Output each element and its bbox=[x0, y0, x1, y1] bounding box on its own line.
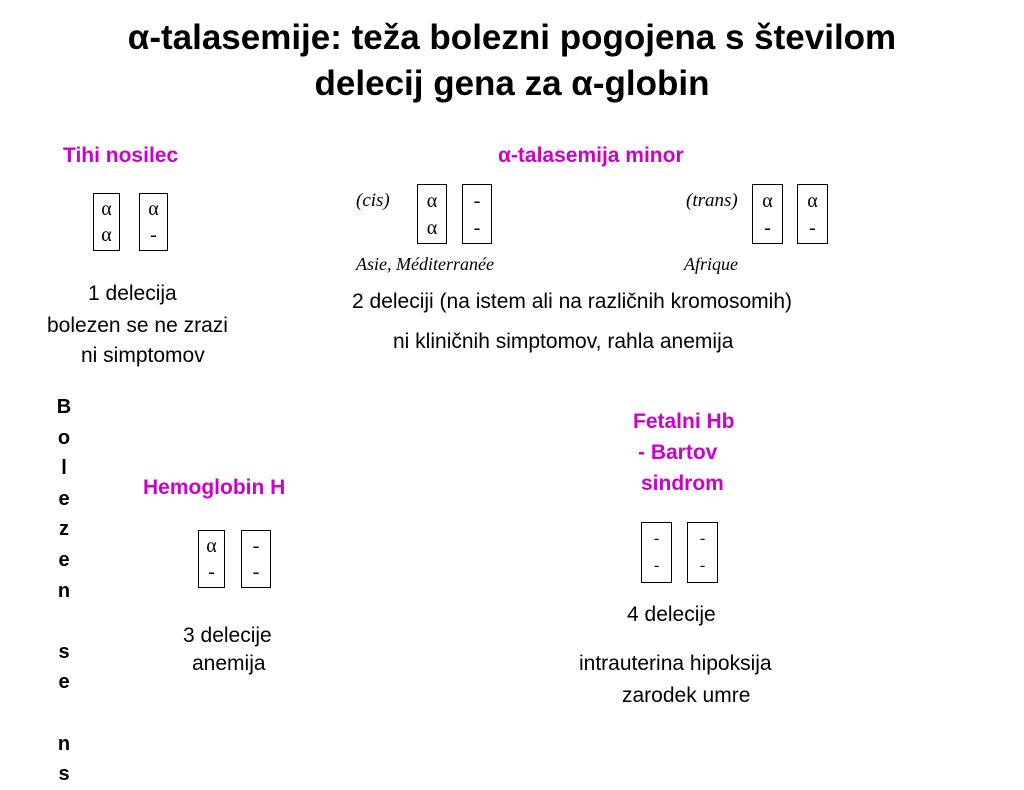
side-letter: n bbox=[57, 579, 71, 602]
side-letter: e bbox=[58, 671, 70, 694]
bart-heading-line-1: Fetalni Hb bbox=[633, 410, 735, 433]
bart-gene-box-1 bbox=[641, 522, 672, 583]
gene-symbol: - bbox=[252, 561, 260, 583]
side-letter: s bbox=[58, 763, 70, 786]
hbh-gene-box-1 bbox=[198, 530, 225, 588]
side-letter: e bbox=[58, 548, 70, 571]
gene-symbol: - bbox=[699, 557, 706, 575]
gene-symbol: - bbox=[809, 216, 816, 239]
cis-gene-box-1 bbox=[417, 184, 447, 244]
hbh-deletions: 3 delecije bbox=[183, 624, 272, 647]
page-title-line-1: α-talasemije: teža bolezni pogojena s številom bbox=[127, 18, 897, 57]
bart-deletions: 4 delecije bbox=[627, 603, 716, 626]
gene-symbol: - bbox=[699, 529, 706, 547]
side-letter: o bbox=[57, 426, 71, 449]
side-letter: e bbox=[58, 487, 70, 510]
bart-hypoxia: intrauterina hipoksija bbox=[579, 652, 772, 675]
gene-symbol: - bbox=[473, 216, 481, 239]
tihi-nosilec-desc: bolezen se ne zrazi bbox=[47, 314, 228, 337]
side-label-vertical bbox=[52, 392, 76, 790]
trans-label: (trans) bbox=[686, 190, 738, 211]
trans-gene-box-2 bbox=[797, 184, 828, 244]
gene-symbol: α bbox=[426, 189, 438, 212]
bart-heading-line-2: - Bartov bbox=[638, 441, 718, 464]
gene-symbol: - bbox=[473, 189, 481, 212]
cis-region-label: Asie, Méditerranée bbox=[356, 254, 494, 274]
tihi-nosilec-gene-box-1 bbox=[93, 193, 120, 251]
trans-gene-box-1 bbox=[752, 184, 783, 244]
gene-symbol: - bbox=[653, 557, 660, 575]
tihi-nosilec-gene-box-2 bbox=[139, 193, 168, 251]
side-letter: B bbox=[56, 396, 72, 418]
side-letter bbox=[52, 698, 76, 729]
tihi-nosilec-symptoms: ni simptomov bbox=[81, 344, 205, 367]
side-letter: l bbox=[61, 457, 67, 480]
hbh-anemia: anemija bbox=[192, 652, 266, 675]
bart-fetus-dies: zarodek umre bbox=[622, 684, 751, 707]
bart-gene-box-2 bbox=[687, 522, 718, 583]
tihi-nosilec-deletions: 1 delecija bbox=[88, 282, 177, 305]
gene-symbol: - bbox=[764, 216, 771, 239]
cis-label: (cis) bbox=[356, 190, 390, 211]
gene-symbol: - bbox=[150, 224, 157, 246]
side-letter: z bbox=[59, 518, 69, 541]
gene-symbol: α bbox=[762, 189, 773, 212]
gene-symbol: - bbox=[653, 529, 660, 547]
side-letter: s bbox=[58, 640, 70, 663]
hbh-gene-box-2 bbox=[241, 530, 271, 588]
gene-symbol: α bbox=[148, 198, 159, 220]
gene-symbol: - bbox=[252, 535, 260, 557]
trans-region-label: Afrique bbox=[684, 254, 738, 274]
gene-symbol: α bbox=[206, 535, 217, 557]
page-title-line-2: delecij gena za α-globin bbox=[314, 64, 710, 103]
gene-symbol: α bbox=[426, 216, 438, 239]
tihi-nosilec-heading: Tihi nosilec bbox=[63, 144, 179, 167]
gene-symbol: α bbox=[101, 224, 112, 246]
gene-symbol: α bbox=[807, 189, 818, 212]
cis-gene-box-2 bbox=[462, 184, 492, 244]
gene-symbol: - bbox=[208, 561, 215, 583]
minor-symptoms: ni kliničnih simptomov, rahla anemija bbox=[393, 330, 734, 353]
side-letter bbox=[52, 606, 76, 637]
gene-symbol: α bbox=[101, 198, 112, 220]
hbh-heading: Hemoglobin H bbox=[143, 476, 286, 499]
minor-heading: α-talasemija minor bbox=[498, 144, 684, 167]
bart-heading-line-3: sindrom bbox=[641, 472, 724, 495]
minor-deletions: 2 deleciji (na istem ali na različnih kromosomih) bbox=[352, 290, 792, 313]
side-letter: n bbox=[57, 732, 71, 755]
